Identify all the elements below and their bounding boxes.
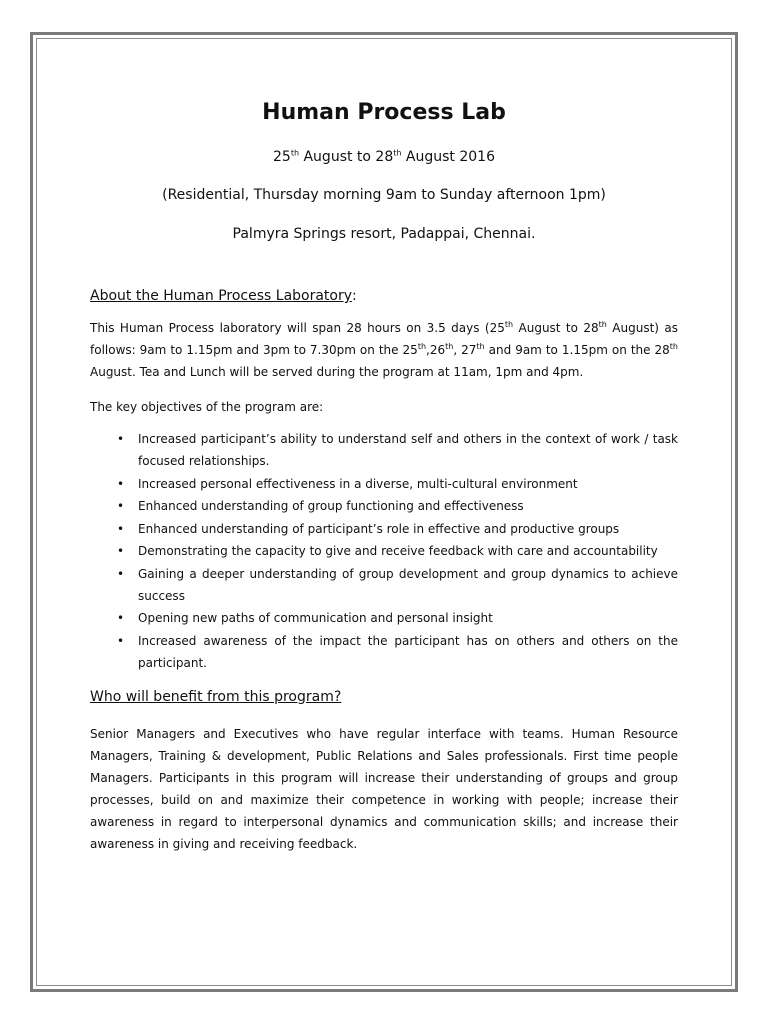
bullet-icon: •	[117, 544, 125, 558]
objective-text: Gaining a deeper understanding of group development and group dynamics to achieve success	[138, 566, 678, 603]
bullet-icon: •	[117, 633, 125, 648]
about-heading	[90, 285, 678, 307]
bullet-icon: •	[117, 566, 125, 581]
bullet-icon: •	[117, 476, 125, 491]
about-sup-2: th	[598, 320, 607, 329]
objectives-intro: The key objectives of the program are:	[90, 400, 324, 414]
bullet-icon: •	[117, 521, 125, 536]
dates-end-suffix: th	[393, 148, 402, 158]
dates-end: August 2016	[401, 149, 495, 165]
bullet-icon: •	[117, 611, 125, 625]
about-text-4: ,26	[426, 343, 446, 357]
about-text-7: August. Tea and Lunch will be served during the program at 11am, 1pm and 4pm.	[90, 365, 584, 379]
about-sup-3: th	[417, 342, 427, 351]
list-item	[90, 630, 678, 674]
list-item	[90, 473, 678, 495]
list-item	[90, 428, 678, 472]
about-text-1: This Human Process laboratory will span 28 hours on 3.5 days (25	[90, 321, 505, 335]
objective-text: Enhanced understanding of group functioning and effectiveness	[138, 499, 524, 513]
dates-middle: August to 28	[299, 149, 394, 165]
document-title: Human Process Lab	[262, 100, 506, 125]
objectives-list	[90, 428, 678, 674]
about-heading-colon: :	[352, 288, 357, 304]
bullet-icon: •	[117, 432, 125, 446]
objective-text: Demonstrating the capacity to give and receive feedback with care and accountability	[138, 544, 658, 558]
about-paragraph	[90, 317, 678, 383]
about-sup-4: th	[445, 342, 454, 351]
about-text-2: August to 28	[513, 321, 599, 335]
document-body	[90, 96, 678, 855]
dates-start-day: 25	[272, 149, 291, 165]
about-sup-5: th	[476, 342, 485, 351]
list-item	[90, 518, 678, 540]
benefit-paragraph: Senior Managers and Executives who have regular interface with teams. Human Resource Managers, Training & development, Public Relations and Sales professionals. First time people Managers. Participants in this program will increase their understanding of groups and group processes, build on and maximize their competence in working with people; increase their awareness in regard to interpersonal dynamics and communication skills; and increase their awareness in giving and receiving feedback.	[90, 726, 678, 851]
objective-text: Increased participant’s ability to understand self and others in the context of work / task focused relationships.	[138, 432, 678, 468]
about-text-6: and 9am to 1.15pm on the 28	[484, 343, 670, 357]
dates-start-suffix: th	[290, 148, 300, 158]
about-text-5: , 27	[453, 343, 477, 357]
about-sup-1: th	[504, 320, 514, 329]
about-text-3: August) as follows: 9am to 1.15pm and 3pm to 7.30pm on the 25	[90, 321, 678, 357]
list-item	[90, 607, 678, 629]
list-item	[90, 563, 678, 607]
about-heading-text: About the Human Process Laboratory	[90, 288, 353, 304]
objective-text: Opening new paths of communication and personal insight	[138, 611, 493, 625]
objective-text: Increased personal effectiveness in a diverse, multi-cultural environment	[138, 476, 578, 491]
bullet-icon: •	[117, 499, 125, 513]
benefit-heading: Who will benefit from this program?	[90, 688, 342, 705]
residential-note: (Residential, Thursday morning 9am to Sunday afternoon 1pm)	[162, 187, 606, 203]
event-dates	[90, 146, 678, 168]
objective-text: Enhanced understanding of participant’s role in effective and productive groups	[138, 521, 620, 536]
objective-text: Increased awareness of the impact the participant has on others and others on the participant.	[138, 633, 678, 670]
list-item	[90, 495, 678, 517]
venue: Palmyra Springs resort, Padappai, Chennai.	[232, 226, 536, 242]
about-sup-6: th	[669, 342, 678, 351]
list-item	[90, 540, 678, 562]
